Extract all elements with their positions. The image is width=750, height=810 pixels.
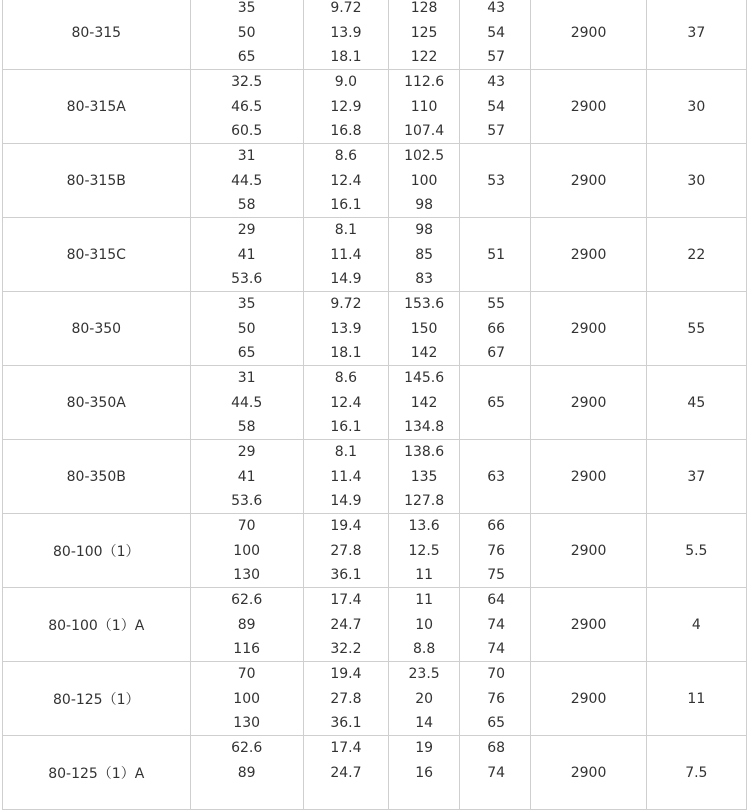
efficiency-cell-values bbox=[460, 292, 530, 365]
head-cell-value: 17.4 bbox=[330, 740, 362, 756]
table-row bbox=[3, 514, 747, 588]
head-cell-values bbox=[304, 0, 388, 69]
model-cell: 80-125（1） bbox=[3, 662, 191, 736]
efficiency-cell-values bbox=[460, 0, 530, 69]
efficiency-cell bbox=[460, 440, 531, 514]
efficiency-cell bbox=[460, 292, 531, 366]
head-cell bbox=[303, 736, 388, 810]
efficiency-cell bbox=[460, 366, 531, 440]
flow-cell bbox=[190, 366, 303, 440]
flow-cell bbox=[190, 292, 303, 366]
speed-cell: 2900 bbox=[531, 736, 646, 810]
lift-cell-value: 13.6 bbox=[408, 518, 440, 534]
head-cell bbox=[303, 514, 388, 588]
lift-cell bbox=[389, 514, 460, 588]
efficiency-cell-value bbox=[460, 415, 530, 439]
efficiency-cell-value bbox=[460, 267, 530, 291]
lift-cell-value: 138.6 bbox=[404, 444, 445, 460]
power-cell: 37 bbox=[646, 0, 746, 70]
lift-cell-value: 125 bbox=[410, 24, 438, 41]
head-cell bbox=[303, 366, 388, 440]
efficiency-cell-values bbox=[460, 588, 530, 661]
speed-cell: 2900 bbox=[531, 292, 646, 366]
lift-cell-values bbox=[389, 144, 459, 217]
flow-cell bbox=[190, 0, 303, 70]
flow-cell-values bbox=[191, 440, 303, 513]
lift-cell-value: 145.6 bbox=[404, 370, 445, 386]
flow-cell-values bbox=[191, 292, 303, 365]
head-cell-value: 12.4 bbox=[330, 394, 362, 411]
efficiency-cell-values bbox=[460, 218, 530, 291]
speed-cell: 2900 bbox=[531, 218, 646, 292]
lift-cell-value: 135 bbox=[410, 468, 438, 485]
efficiency-cell-value: 75 bbox=[487, 567, 506, 583]
power-cell: 55 bbox=[646, 292, 746, 366]
lift-cell-value: 102.5 bbox=[404, 148, 445, 164]
table-row bbox=[3, 662, 747, 736]
lift-cell-value: 128 bbox=[410, 0, 438, 16]
head-cell-value: 32.2 bbox=[330, 641, 362, 657]
head-cell-value: 36.1 bbox=[330, 567, 362, 583]
flow-cell bbox=[190, 588, 303, 662]
lift-cell-value: 98 bbox=[415, 197, 434, 213]
table-row bbox=[3, 70, 747, 144]
flow-cell-value: 53.6 bbox=[231, 271, 263, 287]
efficiency-cell-values bbox=[460, 440, 530, 513]
head-cell-value: 18.1 bbox=[330, 345, 362, 361]
lift-cell-value: 16 bbox=[415, 764, 434, 781]
efficiency-cell-value: 57 bbox=[487, 49, 506, 65]
model-cell: 80-100（1） bbox=[3, 514, 191, 588]
flow-cell-value: 46.5 bbox=[231, 98, 263, 115]
efficiency-cell-value: 76 bbox=[487, 542, 506, 559]
flow-cell-value: 60.5 bbox=[231, 123, 263, 139]
head-cell-value: 11.4 bbox=[330, 468, 362, 485]
flow-cell-value: 65 bbox=[237, 345, 256, 361]
lift-cell-values bbox=[389, 218, 459, 291]
lift-cell bbox=[389, 292, 460, 366]
table-row bbox=[3, 440, 747, 514]
power-cell: 11 bbox=[646, 662, 746, 736]
model-cell: 80-350A bbox=[3, 366, 191, 440]
head-cell-values bbox=[304, 588, 388, 661]
flow-cell-value: 35 bbox=[237, 0, 256, 16]
power-cell: 30 bbox=[646, 70, 746, 144]
flow-cell-values bbox=[191, 366, 303, 439]
flow-cell-value: 70 bbox=[237, 518, 256, 534]
flow-cell bbox=[190, 218, 303, 292]
efficiency-cell-value bbox=[460, 785, 530, 809]
head-cell-value: 13.9 bbox=[330, 320, 362, 337]
flow-cell-value: 70 bbox=[237, 666, 256, 682]
efficiency-cell bbox=[460, 144, 531, 218]
efficiency-cell-value bbox=[460, 489, 530, 513]
model-cell: 80-125（1）A bbox=[3, 736, 191, 810]
lift-cell bbox=[389, 218, 460, 292]
lift-cell-values bbox=[389, 440, 459, 513]
head-cell-values bbox=[304, 736, 388, 809]
efficiency-cell bbox=[460, 218, 531, 292]
lift-cell-value: 110 bbox=[410, 98, 438, 115]
efficiency-cell-value: 51 bbox=[487, 246, 506, 263]
table-row bbox=[3, 736, 747, 810]
speed-cell: 2900 bbox=[531, 662, 646, 736]
efficiency-cell-values bbox=[460, 736, 530, 809]
efficiency-cell-value: 66 bbox=[487, 320, 506, 337]
efficiency-cell-values bbox=[460, 366, 530, 439]
efficiency-cell-value: 63 bbox=[487, 468, 506, 485]
flow-cell-value: 44.5 bbox=[231, 172, 263, 189]
head-cell-value: 12.9 bbox=[330, 98, 362, 115]
speed-cell: 2900 bbox=[531, 440, 646, 514]
head-cell-value: 36.1 bbox=[330, 715, 362, 731]
flow-cell-value: 32.5 bbox=[231, 74, 263, 90]
head-cell-value: 24.7 bbox=[330, 764, 362, 781]
lift-cell-values bbox=[389, 366, 459, 439]
power-cell: 45 bbox=[646, 366, 746, 440]
flow-cell-value: 35 bbox=[237, 296, 256, 312]
head-cell bbox=[303, 144, 388, 218]
model-cell: 80-315 bbox=[3, 0, 191, 70]
head-cell-value: 8.1 bbox=[334, 444, 358, 460]
lift-cell-value: 11 bbox=[415, 592, 434, 608]
flow-cell-values bbox=[191, 662, 303, 735]
efficiency-cell-value: 74 bbox=[487, 641, 506, 657]
table-row bbox=[3, 0, 747, 70]
efficiency-cell-value: 74 bbox=[487, 616, 506, 633]
efficiency-cell bbox=[460, 70, 531, 144]
model-cell: 80-315B bbox=[3, 144, 191, 218]
head-cell-value: 8.1 bbox=[334, 222, 358, 238]
lift-cell-values bbox=[389, 70, 459, 143]
efficiency-cell-values bbox=[460, 514, 530, 587]
efficiency-cell-value: 54 bbox=[487, 98, 506, 115]
flow-cell-value: 29 bbox=[237, 222, 256, 238]
flow-cell-value: 116 bbox=[233, 641, 261, 657]
flow-cell-values bbox=[191, 70, 303, 143]
efficiency-cell-value: 64 bbox=[487, 592, 506, 608]
efficiency-cell-value: 43 bbox=[487, 74, 506, 90]
flow-cell-value: 89 bbox=[237, 616, 256, 633]
head-cell-value: 9.72 bbox=[330, 0, 362, 16]
lift-cell-value: 10 bbox=[415, 616, 434, 633]
head-cell-values bbox=[304, 662, 388, 735]
efficiency-cell-value: 66 bbox=[487, 518, 506, 534]
head-cell bbox=[303, 292, 388, 366]
flow-cell-value: 130 bbox=[233, 567, 261, 583]
speed-cell: 2900 bbox=[531, 70, 646, 144]
pump-spec-table bbox=[2, 0, 747, 810]
power-cell: 4 bbox=[646, 588, 746, 662]
efficiency-cell-value: 70 bbox=[487, 666, 506, 682]
lift-cell-value: 19 bbox=[415, 740, 434, 756]
efficiency-cell-value: 55 bbox=[487, 296, 506, 312]
lift-cell bbox=[389, 0, 460, 70]
head-cell-value: 8.6 bbox=[334, 148, 358, 164]
efficiency-cell bbox=[460, 0, 531, 70]
head-cell-value: 9.72 bbox=[330, 296, 362, 312]
efficiency-cell bbox=[460, 588, 531, 662]
head-cell-value: 9.0 bbox=[334, 74, 358, 90]
lift-cell bbox=[389, 736, 460, 810]
speed-cell: 2900 bbox=[531, 366, 646, 440]
lift-cell-value: 142 bbox=[410, 394, 438, 411]
efficiency-cell-value: 43 bbox=[487, 0, 506, 16]
flow-cell-values bbox=[191, 218, 303, 291]
lift-cell-value: 83 bbox=[415, 271, 434, 287]
efficiency-cell-values bbox=[460, 144, 530, 217]
flow-cell-values bbox=[191, 588, 303, 661]
efficiency-cell-value: 57 bbox=[487, 123, 506, 139]
head-cell-value: 17.4 bbox=[330, 592, 362, 608]
efficiency-cell-value bbox=[460, 144, 530, 168]
flow-cell-value: 65 bbox=[237, 49, 256, 65]
head-cell-values bbox=[304, 514, 388, 587]
head-cell-value: 14.9 bbox=[330, 271, 362, 287]
head-cell-value: 16.1 bbox=[330, 197, 362, 213]
flow-cell-values bbox=[191, 0, 303, 69]
flow-cell-value: 31 bbox=[237, 148, 256, 164]
lift-cell-values bbox=[389, 588, 459, 661]
efficiency-cell-value: 54 bbox=[487, 24, 506, 41]
lift-cell-value: 85 bbox=[415, 246, 434, 263]
flow-cell-value: 41 bbox=[237, 468, 256, 485]
efficiency-cell-value: 74 bbox=[487, 764, 506, 781]
lift-cell-value: 23.5 bbox=[408, 666, 440, 682]
head-cell bbox=[303, 70, 388, 144]
head-cell-values bbox=[304, 218, 388, 291]
table-row bbox=[3, 366, 747, 440]
head-cell-value: 14.9 bbox=[330, 493, 362, 509]
table-row bbox=[3, 588, 747, 662]
flow-cell-value: 58 bbox=[237, 197, 256, 213]
head-cell-value: 19.4 bbox=[330, 666, 362, 682]
head-cell bbox=[303, 218, 388, 292]
efficiency-cell-value bbox=[460, 193, 530, 217]
lift-cell-value: 127.8 bbox=[404, 493, 445, 509]
model-cell: 80-315C bbox=[3, 218, 191, 292]
flow-cell-value: 50 bbox=[237, 320, 256, 337]
efficiency-cell-value bbox=[460, 440, 530, 464]
power-cell: 5.5 bbox=[646, 514, 746, 588]
lift-cell-values bbox=[389, 514, 459, 587]
efficiency-cell bbox=[460, 662, 531, 736]
efficiency-cell-value: 65 bbox=[487, 394, 506, 411]
lift-cell-value: 142 bbox=[410, 345, 438, 361]
flow-cell-value: 50 bbox=[237, 24, 256, 41]
head-cell-value: 13.9 bbox=[330, 24, 362, 41]
flow-cell-value: 130 bbox=[233, 715, 261, 731]
efficiency-cell-value bbox=[460, 366, 530, 390]
power-cell: 22 bbox=[646, 218, 746, 292]
lift-cell-value: 134.8 bbox=[404, 419, 445, 435]
head-cell-values bbox=[304, 292, 388, 365]
flow-cell bbox=[190, 736, 303, 810]
lift-cell-value: 122 bbox=[410, 49, 438, 65]
flow-cell-value: 29 bbox=[237, 444, 256, 460]
efficiency-cell-value bbox=[460, 218, 530, 242]
head-cell-value: 8.6 bbox=[334, 370, 358, 386]
flow-cell-values bbox=[191, 514, 303, 587]
head-cell-value: 27.8 bbox=[330, 690, 362, 707]
speed-cell: 2900 bbox=[531, 0, 646, 70]
lift-cell bbox=[389, 366, 460, 440]
flow-cell bbox=[190, 662, 303, 736]
flow-cell-value: 100 bbox=[233, 542, 261, 559]
model-cell: 80-350 bbox=[3, 292, 191, 366]
lift-cell-value: 8.8 bbox=[412, 641, 436, 657]
lift-cell-value: 153.6 bbox=[404, 296, 445, 312]
efficiency-cell bbox=[460, 514, 531, 588]
flow-cell bbox=[190, 514, 303, 588]
efficiency-cell-value: 65 bbox=[487, 715, 506, 731]
head-cell-value: 18.1 bbox=[330, 49, 362, 65]
flow-cell-value: 62.6 bbox=[231, 592, 263, 608]
head-cell bbox=[303, 662, 388, 736]
flow-cell bbox=[190, 440, 303, 514]
lift-cell-value: 100 bbox=[410, 172, 438, 189]
head-cell bbox=[303, 440, 388, 514]
efficiency-cell-value: 68 bbox=[487, 740, 506, 756]
head-cell-values bbox=[304, 70, 388, 143]
lift-cell-value: 107.4 bbox=[404, 123, 445, 139]
power-cell: 37 bbox=[646, 440, 746, 514]
efficiency-cell-values bbox=[460, 70, 530, 143]
flow-cell-value: 100 bbox=[233, 690, 261, 707]
head-cell-value: 27.8 bbox=[330, 542, 362, 559]
lift-cell-value bbox=[389, 785, 459, 809]
flow-cell-value: 41 bbox=[237, 246, 256, 263]
lift-cell-value: 20 bbox=[415, 690, 434, 707]
flow-cell-value: 31 bbox=[237, 370, 256, 386]
lift-cell-value: 98 bbox=[415, 222, 434, 238]
head-cell-value: 24.7 bbox=[330, 616, 362, 633]
lift-cell bbox=[389, 440, 460, 514]
lift-cell bbox=[389, 70, 460, 144]
efficiency-cell-value: 53 bbox=[487, 172, 506, 189]
power-cell: 7.5 bbox=[646, 736, 746, 810]
flow-cell bbox=[190, 144, 303, 218]
flow-cell bbox=[190, 70, 303, 144]
model-cell: 80-315A bbox=[3, 70, 191, 144]
flow-cell-value: 44.5 bbox=[231, 394, 263, 411]
lift-cell bbox=[389, 588, 460, 662]
flow-cell-values bbox=[191, 144, 303, 217]
flow-cell-value: 53.6 bbox=[231, 493, 263, 509]
lift-cell bbox=[389, 662, 460, 736]
efficiency-cell-values bbox=[460, 662, 530, 735]
speed-cell: 2900 bbox=[531, 144, 646, 218]
table-body bbox=[3, 0, 747, 810]
flow-cell-value bbox=[191, 785, 303, 809]
model-cell: 80-350B bbox=[3, 440, 191, 514]
efficiency-cell-value: 76 bbox=[487, 690, 506, 707]
head-cell-values bbox=[304, 366, 388, 439]
head-cell-value: 16.1 bbox=[330, 419, 362, 435]
lift-cell-value: 12.5 bbox=[408, 542, 440, 559]
lift-cell-value: 14 bbox=[415, 715, 434, 731]
lift-cell-value: 11 bbox=[415, 567, 434, 583]
lift-cell-values bbox=[389, 736, 459, 809]
power-cell: 30 bbox=[646, 144, 746, 218]
efficiency-cell bbox=[460, 736, 531, 810]
head-cell-value bbox=[304, 785, 388, 809]
table-row bbox=[3, 144, 747, 218]
lift-cell bbox=[389, 144, 460, 218]
head-cell-value: 19.4 bbox=[330, 518, 362, 534]
speed-cell: 2900 bbox=[531, 588, 646, 662]
lift-cell-values bbox=[389, 662, 459, 735]
flow-cell-value: 89 bbox=[237, 764, 256, 781]
lift-cell-values bbox=[389, 292, 459, 365]
head-cell-value: 16.8 bbox=[330, 123, 362, 139]
head-cell-value: 11.4 bbox=[330, 246, 362, 263]
table-row bbox=[3, 292, 747, 366]
flow-cell-value: 58 bbox=[237, 419, 256, 435]
flow-cell-values bbox=[191, 736, 303, 809]
head-cell-values bbox=[304, 440, 388, 513]
speed-cell: 2900 bbox=[531, 514, 646, 588]
flow-cell-value: 62.6 bbox=[231, 740, 263, 756]
efficiency-cell-value: 67 bbox=[487, 345, 506, 361]
lift-cell-value: 112.6 bbox=[404, 74, 445, 90]
lift-cell-values bbox=[389, 0, 459, 69]
lift-cell-value: 150 bbox=[410, 320, 438, 337]
head-cell-value: 12.4 bbox=[330, 172, 362, 189]
head-cell bbox=[303, 588, 388, 662]
head-cell-values bbox=[304, 144, 388, 217]
head-cell bbox=[303, 0, 388, 70]
table-row bbox=[3, 218, 747, 292]
model-cell: 80-100（1）A bbox=[3, 588, 191, 662]
